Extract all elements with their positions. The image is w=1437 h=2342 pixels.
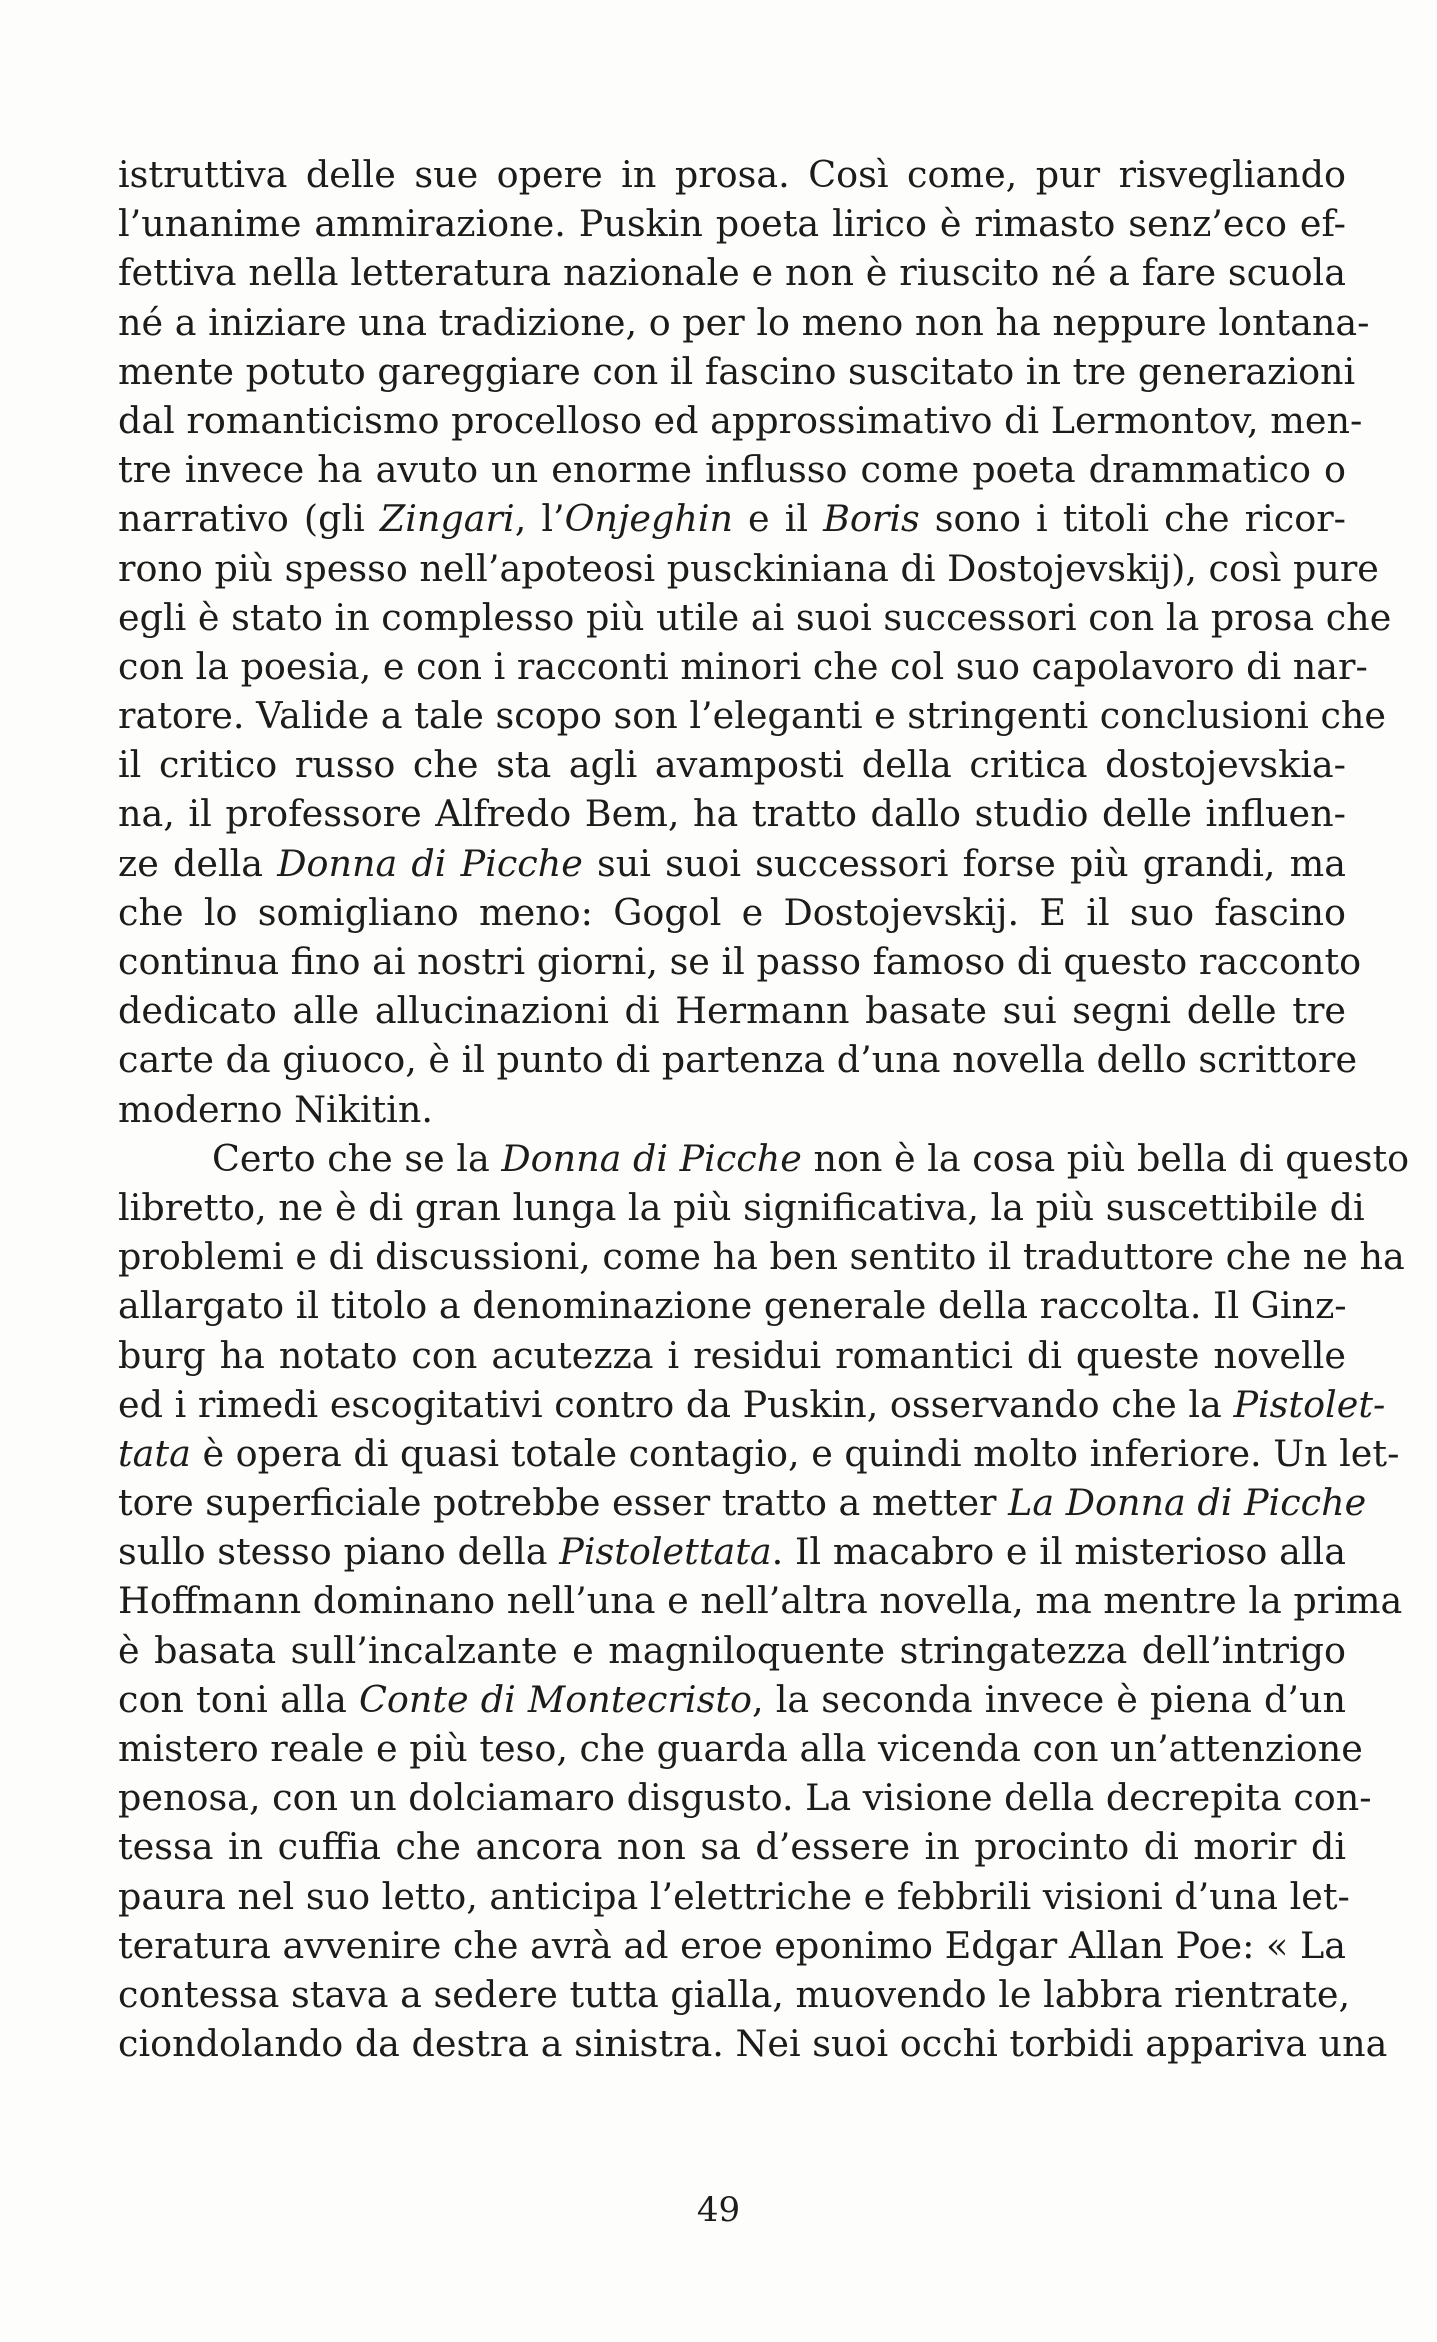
body-text — [118, 150, 1410, 2068]
text-line: ed i rimedi escogitativi contro da Puskin, osservando che la Pistolet- — [118, 1382, 1386, 1426]
text-line: rono più spesso nell’apoteosi pusckiniana di Dostojevskij), così pure — [118, 546, 1379, 590]
text-line: Hoffmann dominano nell’una e nell’altra novella, ma mentre la prima — [118, 1579, 1403, 1623]
text-line: l’unanime ammirazione. Puskin poeta lirico è rimasto senz’eco ef- — [118, 202, 1346, 246]
text-line: è basata sull’incalzante e magniloquente stringatezza dell’intrigo — [118, 1628, 1346, 1672]
text-line: ze della Donna di Picche sui suoi successori forse più grandi, ma — [118, 841, 1347, 885]
paragraph-start-line: Certo che se la Donna di Picche non è la cosa più bella di questo — [212, 1136, 1410, 1180]
text-line: continua fino ai nostri giorni, se il passo famoso di questo racconto — [118, 940, 1362, 983]
text-line: egli è stato in complesso più utile ai suoi successori con la prosa che — [118, 595, 1392, 639]
text-line: mistero reale e più teso, che guarda alla vicenda con un’attenzione — [118, 1727, 1363, 1770]
text-line: mente potuto gareggiare con il fascino suscitato in tre generazioni — [118, 349, 1356, 393]
text-line: teratura avvenire che avrà ad eroe eponimo Edgar Allan Poe: « La — [118, 1923, 1346, 1967]
text-line: tata è opera di quasi totale contagio, e quindi molto inferiore. Un let- — [118, 1431, 1400, 1475]
paragraph-end-line: moderno Nikitin. — [118, 1087, 433, 1131]
text-line: carte da giuoco, è il punto di partenza d’una novella dello scrittore — [118, 1038, 1358, 1082]
text-line: paura nel suo letto, anticipa l’elettriche e febbrili visioni d’una let- — [118, 1874, 1350, 1918]
text-line: tessa in cuffia che ancora non sa d’essere in procinto di morir di — [118, 1825, 1346, 1869]
text-line: dal romanticismo procelloso ed approssimativo di Lermontov, men- — [118, 398, 1363, 442]
text-line: dedicato alle allucinazioni di Hermann basate sui segni delle tre — [118, 989, 1346, 1033]
text-line: penosa, con un dolciamaro disgusto. La visione della decrepita con- — [118, 1776, 1372, 1820]
text-line: che lo somigliano meno: Gogol e Dostojevskij. E il suo fascino — [118, 890, 1346, 934]
text-line: il critico russo che sta agli avamposti della critica dostojevskia- — [118, 743, 1346, 787]
text-line: burg ha notato con acutezza i residui romantici di queste novelle — [118, 1333, 1346, 1377]
text-line: problemi e di discussioni, come ha ben sentito il traduttore che ne ha — [118, 1235, 1405, 1279]
text-line: allargato il titolo a denominazione generale della raccolta. Il Ginz- — [118, 1284, 1347, 1328]
text-line: né a iniziare una tradizione, o per lo meno non ha neppure lontana- — [118, 300, 1370, 344]
text-line: istruttiva delle sue opere in prosa. Così come, pur risvegliando — [118, 153, 1346, 196]
text-line: ciondolando da destra a sinistra. Nei suoi occhi torbidi appariva una — [118, 2022, 1388, 2066]
text-line: na, il professore Alfredo Bem, ha tratto dallo studio delle influen- — [118, 792, 1346, 836]
text-line: contessa stava a sedere tutta gialla, muovendo le labbra rientrate, — [118, 1972, 1351, 2016]
text-line: con la poesia, e con i racconti minori che col suo capolavoro di nar- — [118, 644, 1368, 688]
text-line: fettiva nella letteratura nazionale e non è riuscito né a fare scuola — [118, 251, 1346, 295]
text-line: sullo stesso piano della Pistolettata. Il macabro e il misterioso alla — [118, 1530, 1346, 1574]
text-line: libretto, ne è di gran lunga la più significativa, la più suscettibile di — [118, 1185, 1365, 1229]
text-line: ratore. Valide a tale scopo son l’eleganti e stringenti conclusioni che — [118, 694, 1387, 738]
text-line: narrativo (gli Zingari, l’Onjeghin e il Boris sono i titoli che ricor- — [118, 497, 1346, 541]
text-line: tore superficiale potrebbe esser tratto a metter La Donna di Picche — [118, 1481, 1367, 1525]
page-number: 49 — [696, 2190, 741, 2230]
text-line: tre invece ha avuto un enorme influsso come poeta drammatico o — [118, 448, 1346, 492]
text-line: con toni alla Conte di Montecristo, la seconda invece è piena d’un — [118, 1677, 1347, 1721]
